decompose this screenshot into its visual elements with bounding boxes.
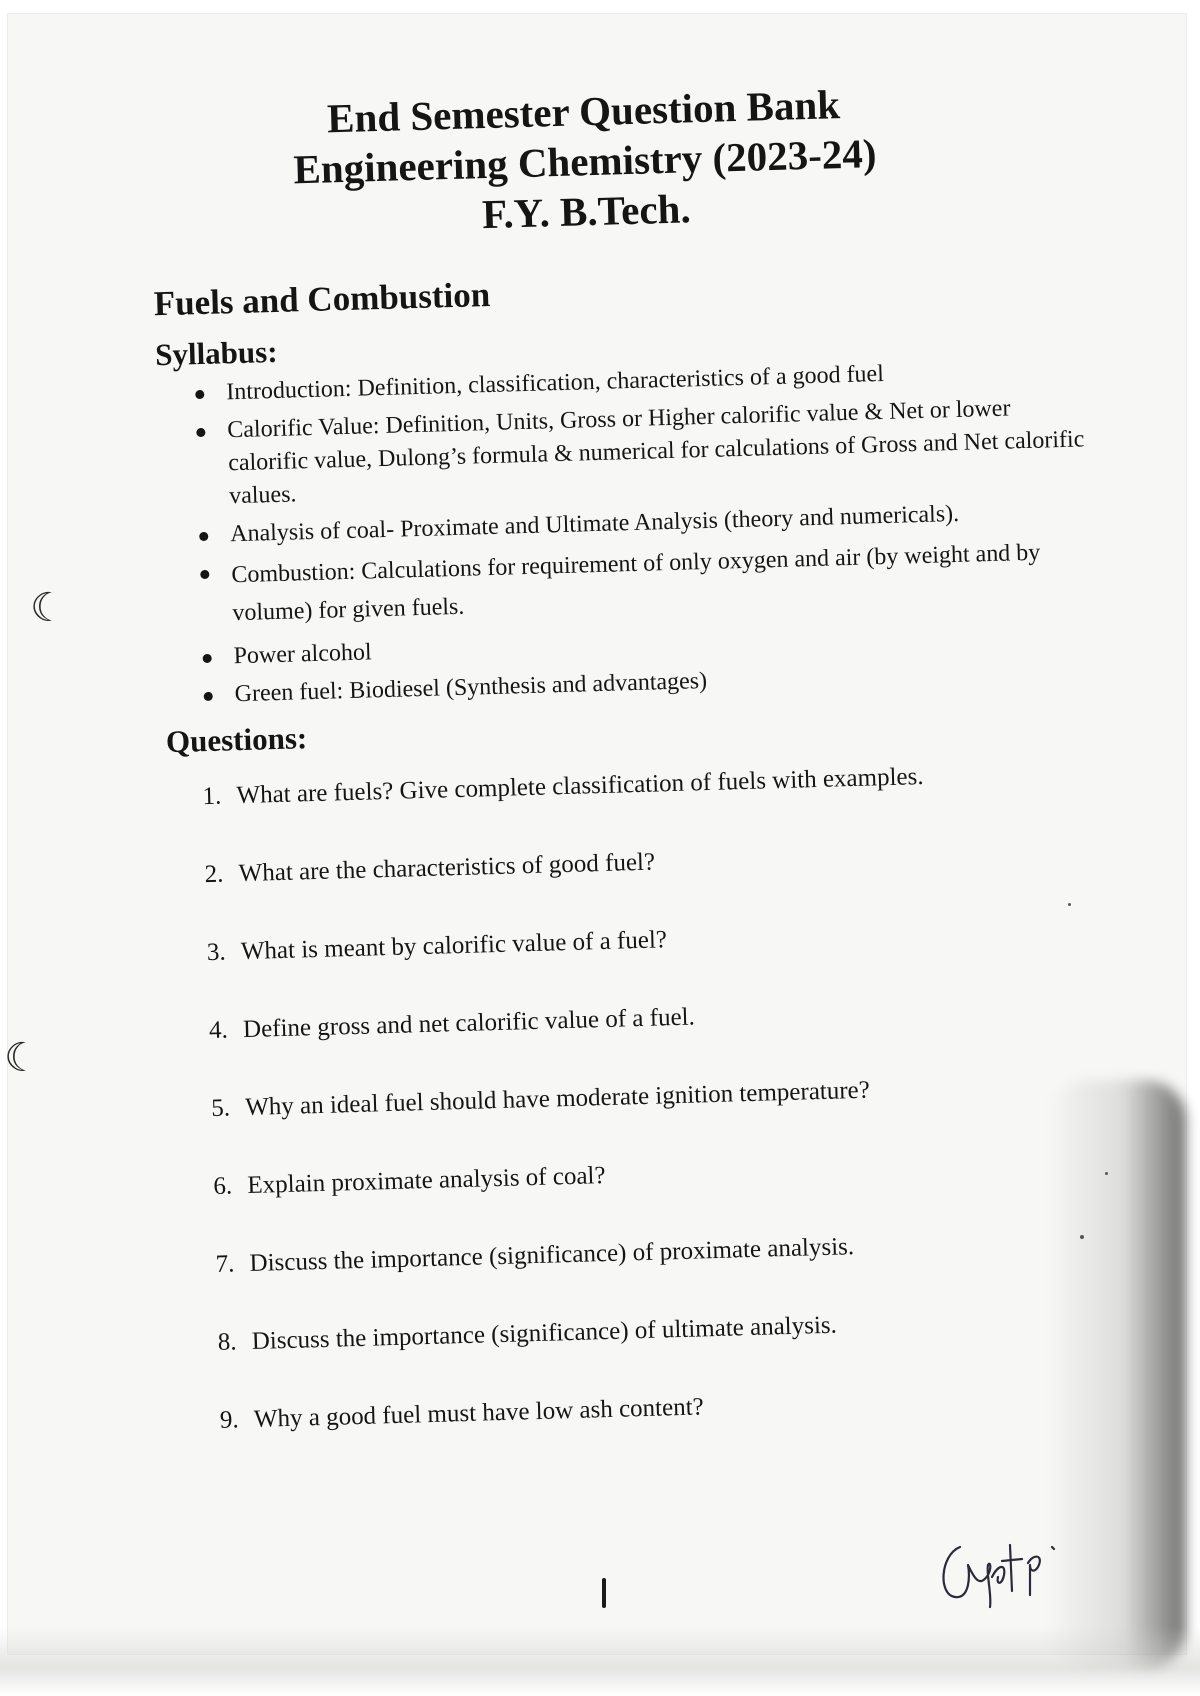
paper-speck (1105, 1172, 1108, 1175)
header-program: F.Y. B.Tech. (481, 185, 692, 238)
paper-speck (1068, 903, 1071, 906)
questions-list (202, 758, 1121, 1485)
header-subject: Engineering Chemistry (2023-24) (292, 130, 878, 193)
bullet-icon (196, 428, 205, 437)
question-number: 4. (208, 1016, 229, 1045)
question-text: What is meant by calorific value of a fuel? (240, 926, 668, 966)
syllabus-heading: Syllabus: (154, 333, 278, 373)
question-number: 6. (213, 1172, 233, 1200)
handwritten-signature (930, 1525, 1070, 1615)
syllabus-list (191, 352, 1100, 717)
bullet-icon (200, 570, 209, 579)
page-number-mark (602, 1578, 606, 1608)
page-bottom-shadow (0, 1626, 1200, 1696)
bullet-icon (199, 532, 208, 541)
bullet-icon (204, 692, 213, 701)
question-number: 8. (217, 1328, 237, 1356)
syllabus-item-text: Green fuel: Biodiesel (Synthesis and advantages) (234, 668, 708, 708)
question-number: 2. (204, 860, 224, 889)
syllabus-item-text: Combustion: Calculations for requirement of only oxygen and air (by weight and by volume) for given fuels. (231, 539, 1041, 627)
question-text: What are the characteristics of good fuel? (238, 848, 656, 888)
syllabus-item-text: Calorific Value: Definition, Units, Gross or Higher calorific value & Net or lower calorific value, Dulong’s formula & numerical for calculations of Gross and Net calorific values. (226, 395, 1085, 510)
syllabus-item (192, 390, 1094, 514)
syllabus-item-text: Power alcohol (233, 639, 372, 670)
question-number: 5. (210, 1094, 231, 1123)
binder-hole-mark-icon: ☾ (30, 585, 66, 631)
question-number: 1. (202, 782, 222, 811)
section-title: Fuels and Combustion (153, 274, 491, 324)
question-text: What are fuels? Give complete classification of fuels with examples. (236, 763, 924, 810)
question-number: 9. (219, 1406, 240, 1434)
document-header (233, 76, 937, 245)
question-text: Explain proximate analysis of coal? (247, 1162, 606, 1200)
bullet-icon (195, 390, 204, 399)
question-number: 3. (206, 938, 227, 967)
syllabus-item-text: Introduction: Definition, classification, characteristics of a good fuel (225, 360, 885, 406)
question-text: Why a good fuel must have low ash content? (253, 1393, 705, 1433)
questions-heading: Questions: (165, 720, 308, 760)
header-title: End Semester Question Bank (326, 81, 841, 142)
bullet-icon (203, 654, 212, 663)
question-text: Discuss the importance (significance) of proximate analysis. (249, 1233, 855, 1277)
paper-speck (1080, 1235, 1084, 1239)
binder-hole-mark-icon: ☾ (4, 1035, 40, 1081)
question-text: Define gross and net calorific value of a fuel. (242, 1003, 696, 1044)
question-text: Discuss the importance (significance) of ultimate analysis. (251, 1311, 838, 1355)
question-number: 7. (215, 1250, 235, 1278)
syllabus-item-text: Analysis of coal- Proximate and Ultimate Analysis (theory and numericals). (229, 500, 960, 548)
question-text: Why an ideal fuel should have moderate ignition temperature? (244, 1076, 871, 1122)
